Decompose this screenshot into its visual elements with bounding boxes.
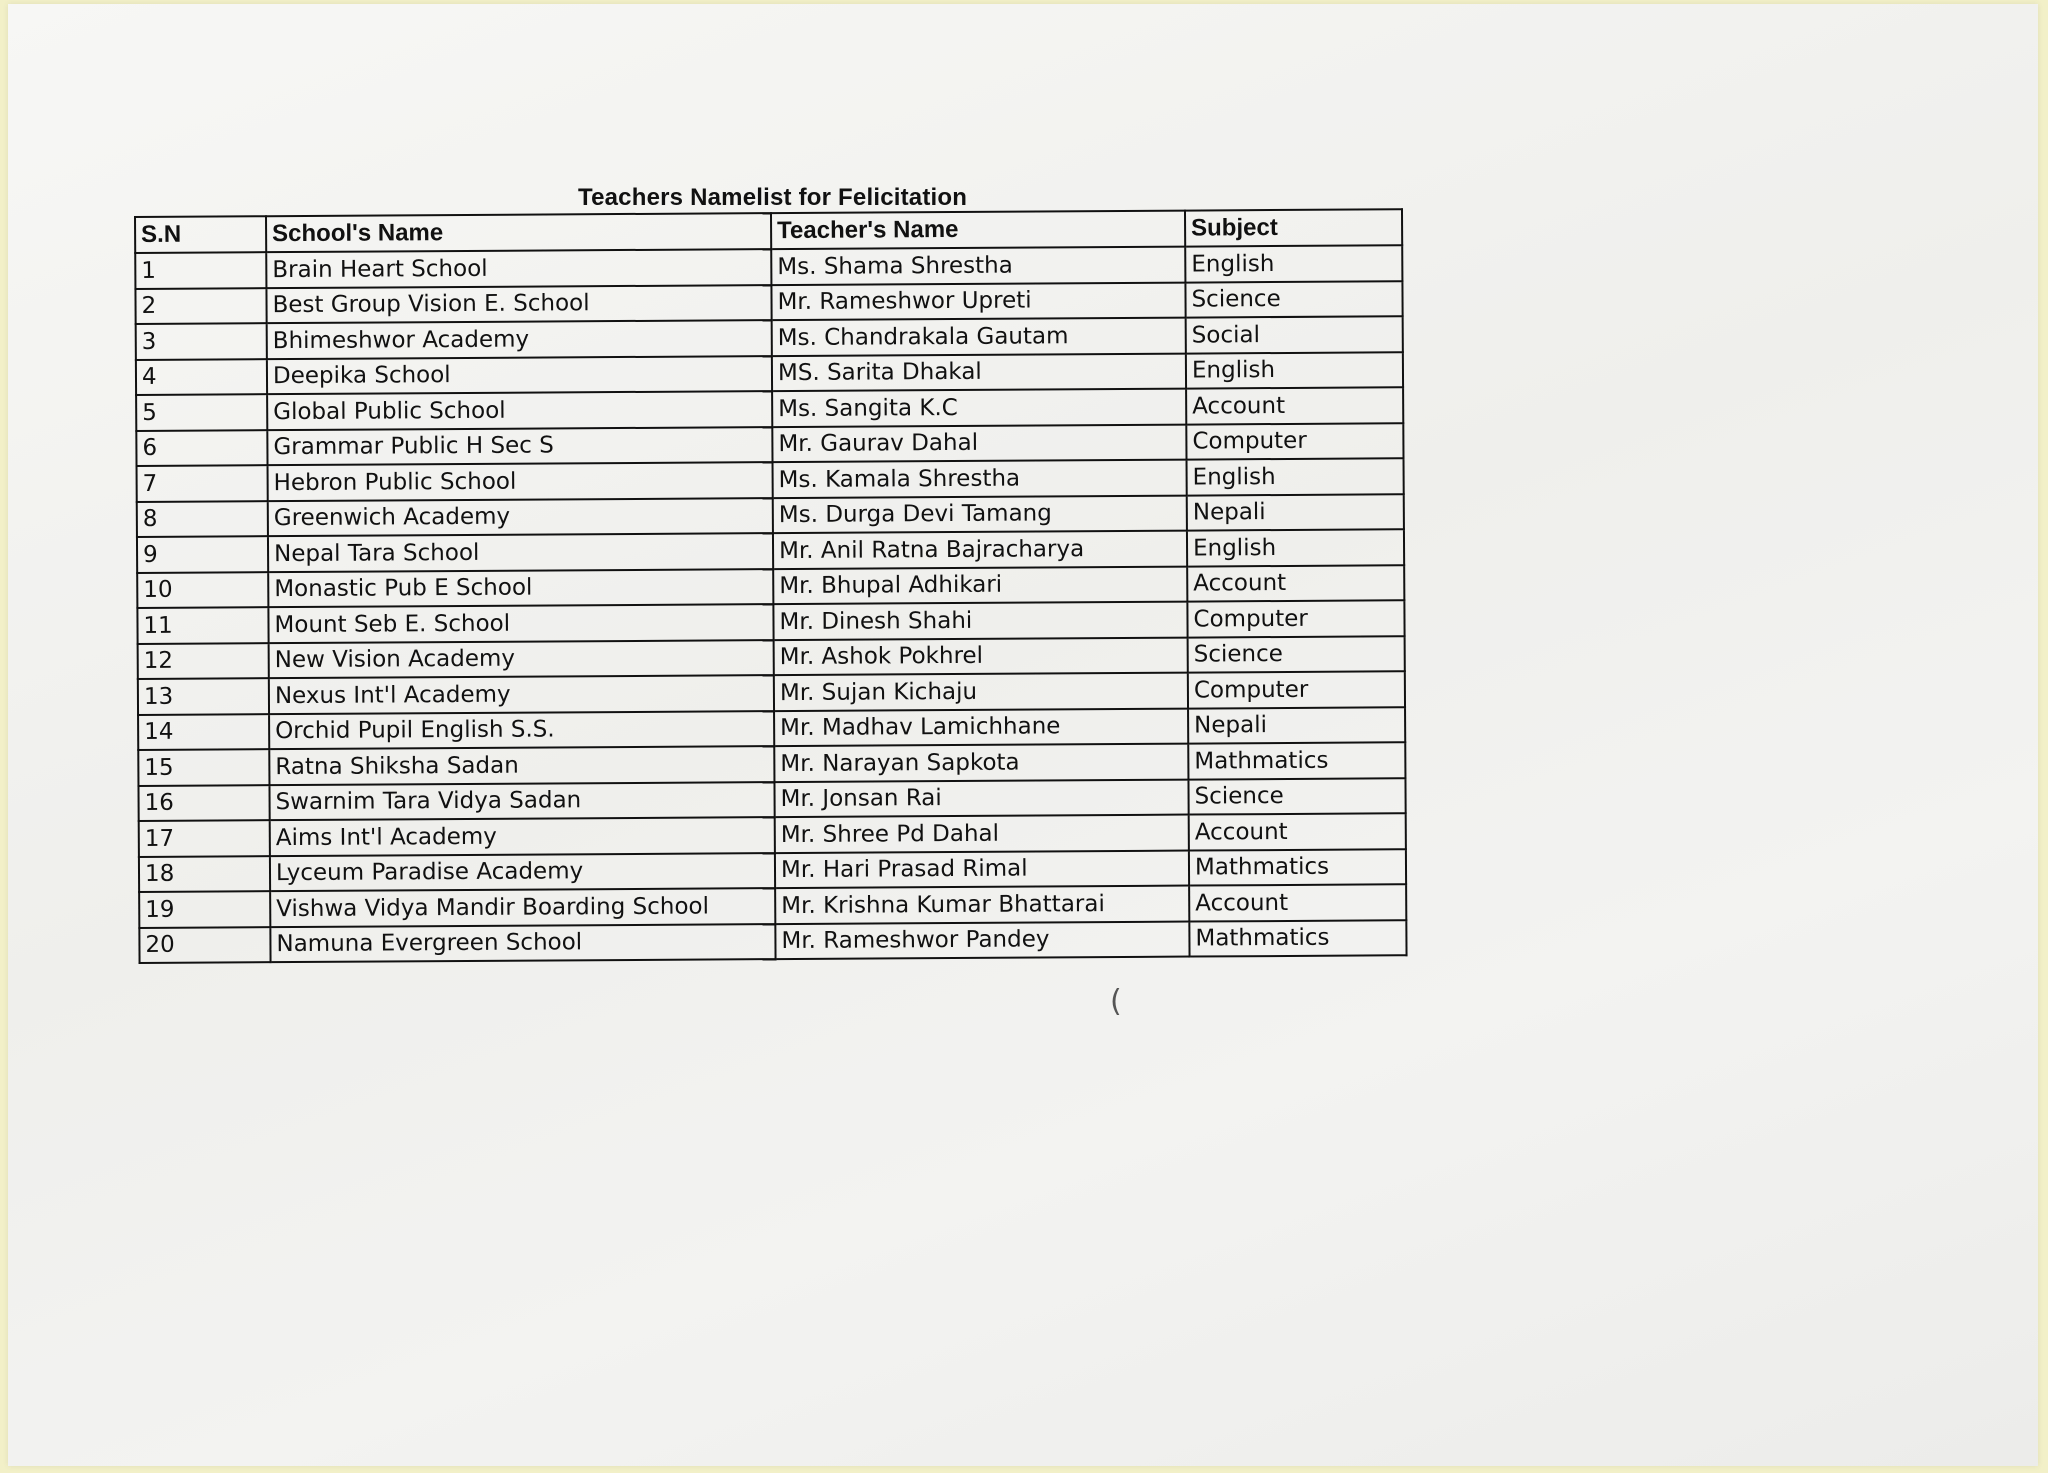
- cell-school-name: Brain Heart School: [266, 249, 771, 288]
- cell-subject: English: [1187, 529, 1404, 566]
- cell-sn: 10: [137, 572, 268, 608]
- cell-school-name: Grammar Public H Sec S: [267, 427, 772, 466]
- cell-teacher-name: Mr. Rameshwor Upreti: [771, 282, 1185, 320]
- cell-school-name: Orchid Pupil English S.S.: [269, 711, 774, 750]
- scanned-paper-sheet: [8, 4, 2038, 1466]
- cell-school-name: Greenwich Academy: [268, 498, 773, 537]
- column-header-subject: Subject: [1185, 209, 1402, 246]
- cell-school-name: Nexus Int'l Academy: [269, 675, 774, 714]
- cell-school-name: Nepal Tara School: [268, 533, 773, 572]
- cell-teacher-name: Mr. Hari Prasad Rimal: [775, 850, 1189, 888]
- cell-subject: Nepali: [1188, 707, 1405, 744]
- cell-sn: 8: [137, 501, 268, 537]
- cell-teacher-name: Mr. Krishna Kumar Bhattarai: [775, 886, 1189, 924]
- cell-subject: Account: [1186, 387, 1403, 424]
- cell-teacher-name: Mr. Sujan Kichaju: [774, 673, 1188, 711]
- cell-subject: Mathmatics: [1188, 742, 1405, 779]
- cell-teacher-name: Ms. Chandrakala Gautam: [772, 318, 1186, 356]
- stray-pen-mark: (: [1110, 984, 1122, 1019]
- cell-school-name: Namuna Evergreen School: [270, 924, 775, 963]
- cell-sn: 17: [139, 820, 270, 856]
- cell-teacher-name: Ms. Sangita K.C: [772, 389, 1186, 427]
- cell-sn: 15: [138, 749, 269, 785]
- cell-subject: Science: [1185, 281, 1402, 318]
- cell-school-name: Hebron Public School: [268, 462, 773, 501]
- cell-school-name: Mount Seb E. School: [268, 604, 773, 643]
- table-row: [139, 920, 1406, 963]
- cell-sn: 11: [137, 607, 268, 643]
- cell-subject: Science: [1188, 778, 1405, 815]
- cell-sn: 2: [135, 288, 266, 324]
- cell-teacher-name: Mr. Shree Pd Dahal: [775, 815, 1189, 853]
- cell-subject: Science: [1188, 636, 1405, 673]
- cell-subject: English: [1186, 352, 1403, 389]
- cell-subject: Mathmatics: [1189, 920, 1406, 957]
- column-header-teacher: Teacher's Name: [771, 211, 1185, 250]
- cell-sn: 12: [138, 643, 269, 679]
- cell-subject: Computer: [1186, 423, 1403, 460]
- cell-teacher-name: Mr. Rameshwor Pandey: [775, 921, 1189, 959]
- cell-sn: 16: [138, 785, 269, 821]
- cell-school-name: Best Group Vision E. School: [266, 285, 771, 324]
- cell-subject: Account: [1189, 813, 1406, 850]
- cell-teacher-name: Mr. Ashok Pokhrel: [774, 637, 1188, 675]
- cell-school-name: Ratna Shiksha Sadan: [269, 746, 774, 785]
- document-title: Teachers Namelist for Felicitation: [578, 184, 968, 211]
- cell-sn: 13: [138, 678, 269, 714]
- cell-sn: 6: [136, 430, 267, 466]
- table-body: [135, 245, 1406, 963]
- column-header-school: School's Name: [266, 213, 771, 252]
- cell-school-name: New Vision Academy: [269, 640, 774, 679]
- cell-subject: Social: [1186, 316, 1403, 353]
- cell-school-name: Swarnim Tara Vidya Sadan: [269, 782, 774, 821]
- cell-sn: 14: [138, 714, 269, 750]
- cell-sn: 18: [139, 856, 270, 892]
- cell-sn: 5: [136, 394, 267, 430]
- cell-subject: Account: [1187, 565, 1404, 602]
- cell-teacher-name: MS. Sarita Dhakal: [772, 353, 1186, 391]
- cell-subject: Nepali: [1187, 494, 1404, 531]
- cell-sn: 20: [139, 927, 270, 963]
- cell-school-name: Vishwa Vidya Mandir Boarding School: [270, 888, 775, 927]
- cell-subject: Computer: [1188, 671, 1405, 708]
- cell-subject: Mathmatics: [1189, 849, 1406, 886]
- cell-subject: English: [1185, 245, 1402, 282]
- cell-school-name: Bhimeshwor Academy: [267, 320, 772, 359]
- cell-teacher-name: Ms. Durga Devi Tamang: [773, 495, 1187, 533]
- cell-sn: 9: [137, 536, 268, 572]
- cell-teacher-name: Ms. Kamala Shrestha: [773, 460, 1187, 498]
- cell-teacher-name: Mr. Anil Ratna Bajracharya: [773, 531, 1187, 569]
- cell-school-name: Deepika School: [267, 356, 772, 395]
- cell-teacher-name: Mr. Bhupal Adhikari: [773, 566, 1187, 604]
- cell-sn: 3: [136, 323, 267, 359]
- cell-teacher-name: Mr. Gaurav Dahal: [772, 424, 1186, 462]
- cell-school-name: Lyceum Paradise Academy: [270, 853, 775, 892]
- cell-school-name: Monastic Pub E School: [268, 569, 773, 608]
- cell-sn: 4: [136, 359, 267, 395]
- cell-school-name: Aims Int'l Academy: [270, 817, 775, 856]
- cell-teacher-name: Ms. Shama Shrestha: [771, 247, 1185, 285]
- cell-subject: English: [1187, 458, 1404, 495]
- cell-subject: Computer: [1187, 600, 1404, 637]
- cell-teacher-name: Mr. Madhav Lamichhane: [774, 708, 1188, 746]
- cell-school-name: Global Public School: [267, 391, 772, 430]
- cell-subject: Account: [1189, 884, 1406, 921]
- column-header-sn: S.N: [135, 216, 266, 253]
- cell-sn: 1: [135, 252, 266, 288]
- cell-teacher-name: Mr. Dinesh Shahi: [773, 602, 1187, 640]
- cell-sn: 7: [137, 465, 268, 501]
- cell-teacher-name: Mr. Narayan Sapkota: [774, 744, 1188, 782]
- teachers-table: [134, 208, 1408, 964]
- cell-sn: 19: [139, 891, 270, 927]
- cell-teacher-name: Mr. Jonsan Rai: [774, 779, 1188, 817]
